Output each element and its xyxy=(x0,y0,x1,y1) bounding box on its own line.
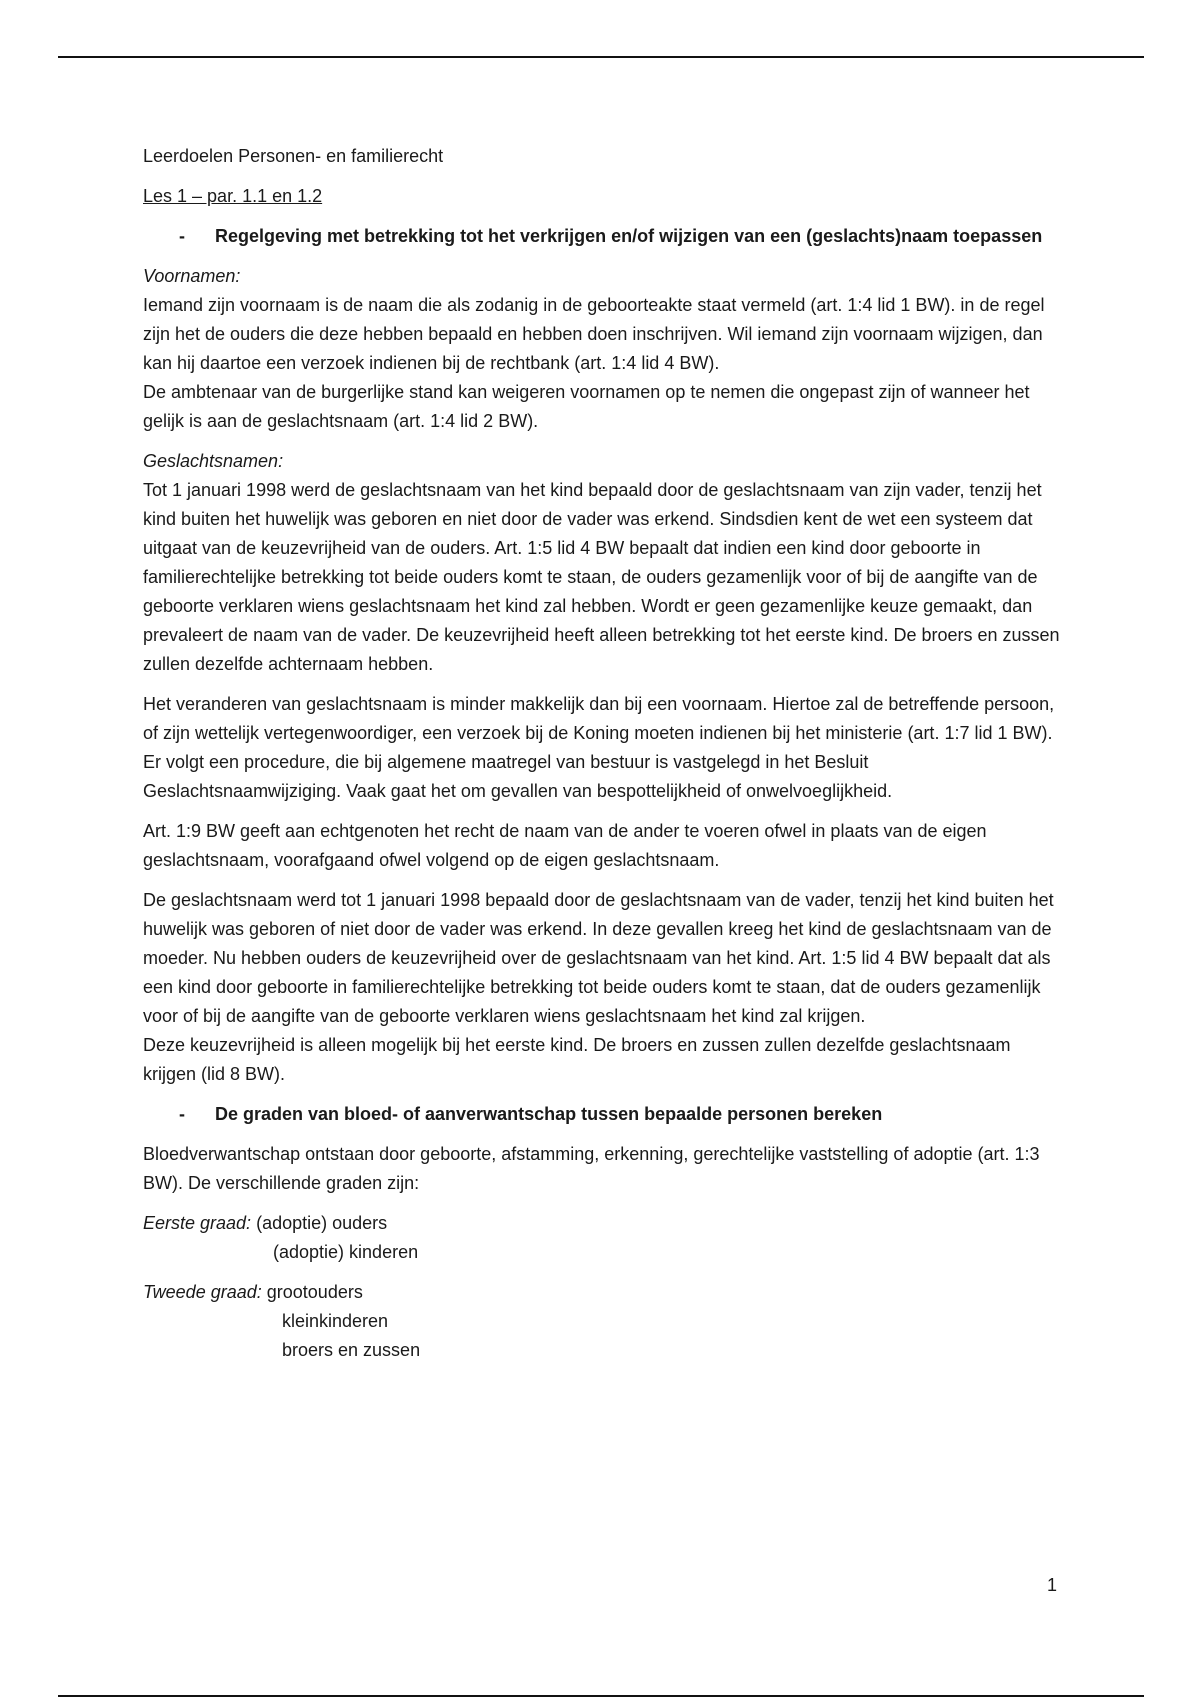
learning-goal-1 xyxy=(143,222,1063,251)
eerste-graad-item-2: (adoptie) kinderen xyxy=(273,1242,419,1262)
bullet-dash: - xyxy=(179,226,185,246)
eerste-graad-item-1: (adoptie) ouders xyxy=(256,1213,388,1233)
lesson-heading: Les 1 – par. 1.1 en 1.2 xyxy=(143,186,323,206)
eerste-graad-label: Eerste graad: xyxy=(143,1213,252,1233)
tweede-graad-item-1: grootouders xyxy=(266,1282,363,1302)
learning-goal-1-text: Regelgeving met betrekking tot het verkrijgen en/of wijzigen van een (geslachts)naam toepassen xyxy=(215,226,1043,246)
bloedverwantschap-intro: Bloedverwantschap ontstaan door geboorte, afstamming, erkenning, gerechtelijke vaststelling of adoptie (art. 1:3 BW). De verschillende graden zijn: xyxy=(143,1144,1040,1193)
geslachtsnamen-paragraph-4: De geslachtsnaam werd tot 1 januari 1998 bepaald door de geslachtsnaam van de vader, tenzij het kind buiten het huwelijk was geboren of niet door de vader was erkend. In deze gevallen kreeg het kind de geslachtsnaam van de moeder. Nu hebben ouders de keuzevrijheid over de geslachtsnaam van het kind. Art. 1:5 lid 4 BW bepaalt dat als een kind door geboorte in familierechtelijke betrekking tot beide ouders komt te staan, dat de ouders gezamenlijk voor of bij de aangifte van de geboorte verklaren wiens geslachtsnaam het kind zal krijgen. xyxy=(143,890,1054,1026)
geslachtsnamen-paragraph-1: Tot 1 januari 1998 werd de geslachtsnaam van het kind bepaald door de geslachtsnaam van zijn vader, tenzij het kind buiten het huwelijk was geboren en niet door de vader was erkend. Sindsdien kent de wet een systeem dat uitgaat van de keuzevrijheid van de ouders. Art. 1:5 lid 4 BW bepaalt dat indien een kind door geboorte in familierechtelijke betrekking tot beide ouders komt te staan, de ouders gezamenlijk voor of bij de aangifte van de geboorte verklaren wiens geslachtsnaam het kind zal hebben. Wordt er geen gezamenlijke keuze gemaakt, dan prevaleert de naam van de vader. De keuzevrijheid heeft alleen betrekking tot het eerste kind. De broers en zussen zullen dezelfde achternaam hebben. xyxy=(143,480,1060,674)
document-body xyxy=(143,142,1063,1376)
geslachtsnamen-section xyxy=(143,447,1063,679)
voornamen-paragraph-1: Iemand zijn voornaam is de naam die als zodanig in de geboorteakte staat vermeld (art. 1:4 lid 1 BW). in de regel zijn het de ouders die deze hebben bepaald en hebben doen inschrijven. Wil iemand zijn voornaam wijzigen, dan kan hij daartoe een verzoek indienen bij de rechtbank (art. 1:4 lid 4 BW). xyxy=(143,295,1045,373)
doc-title: Leerdoelen Personen- en familierecht xyxy=(143,146,444,166)
tweede-graad-item-3: broers en zussen xyxy=(282,1340,421,1360)
header-rule xyxy=(58,56,1144,58)
geslachtsnamen-paragraph-4-block xyxy=(143,886,1063,1089)
voornamen-section xyxy=(143,262,1063,436)
tweede-graad-label: Tweede graad: xyxy=(143,1282,262,1302)
eerste-graad-block xyxy=(143,1209,1063,1267)
bullet-dash: - xyxy=(179,1104,185,1124)
tweede-graad-block xyxy=(143,1278,1063,1365)
footer-rule xyxy=(58,1695,1144,1697)
learning-goal-2 xyxy=(143,1100,1063,1129)
learning-goal-2-text: De graden van bloed- of aanverwantschap tussen bepaalde personen bereken xyxy=(215,1104,883,1124)
geslachtsnamen-heading: Geslachtsnamen: xyxy=(143,451,284,471)
tweede-graad-item-2: kleinkinderen xyxy=(282,1311,389,1331)
page-number: 1 xyxy=(1047,1575,1058,1595)
geslachtsnamen-paragraph-2: Het veranderen van geslachtsnaam is minder makkelijk dan bij een voornaam. Hiertoe zal de betreffende persoon, of zijn wettelijk vertegenwoordiger, een verzoek bij de Koning moeten indienen bij het ministerie (art. 1:7 lid 1 BW). Er volgt een procedure, die bij algemene maatregel van bestuur is vastgelegd in het Besluit Geslachtsnaamwijziging. Vaak gaat het om gevallen van bespottelijkheid of onwelvoeglijkheid. xyxy=(143,694,1055,801)
voornamen-paragraph-2: De ambtenaar van de burgerlijke stand kan weigeren voornamen op te nemen die ongepast zijn of wanneer het gelijk is aan de geslachtsnaam (art. 1:4 lid 2 BW). xyxy=(143,382,1030,431)
geslachtsnamen-paragraph-3: Art. 1:9 BW geeft aan echtgenoten het recht de naam van de ander te voeren ofwel in plaats van de eigen geslachtsnaam, voorafgaand ofwel volgend op de eigen geslachtsnaam. xyxy=(143,821,987,870)
voornamen-heading: Voornamen: xyxy=(143,266,241,286)
geslachtsnamen-paragraph-5: Deze keuzevrijheid is alleen mogelijk bij het eerste kind. De broers en zussen zullen dezelfde geslachtsnaam krijgen (lid 8 BW). xyxy=(143,1035,1011,1084)
